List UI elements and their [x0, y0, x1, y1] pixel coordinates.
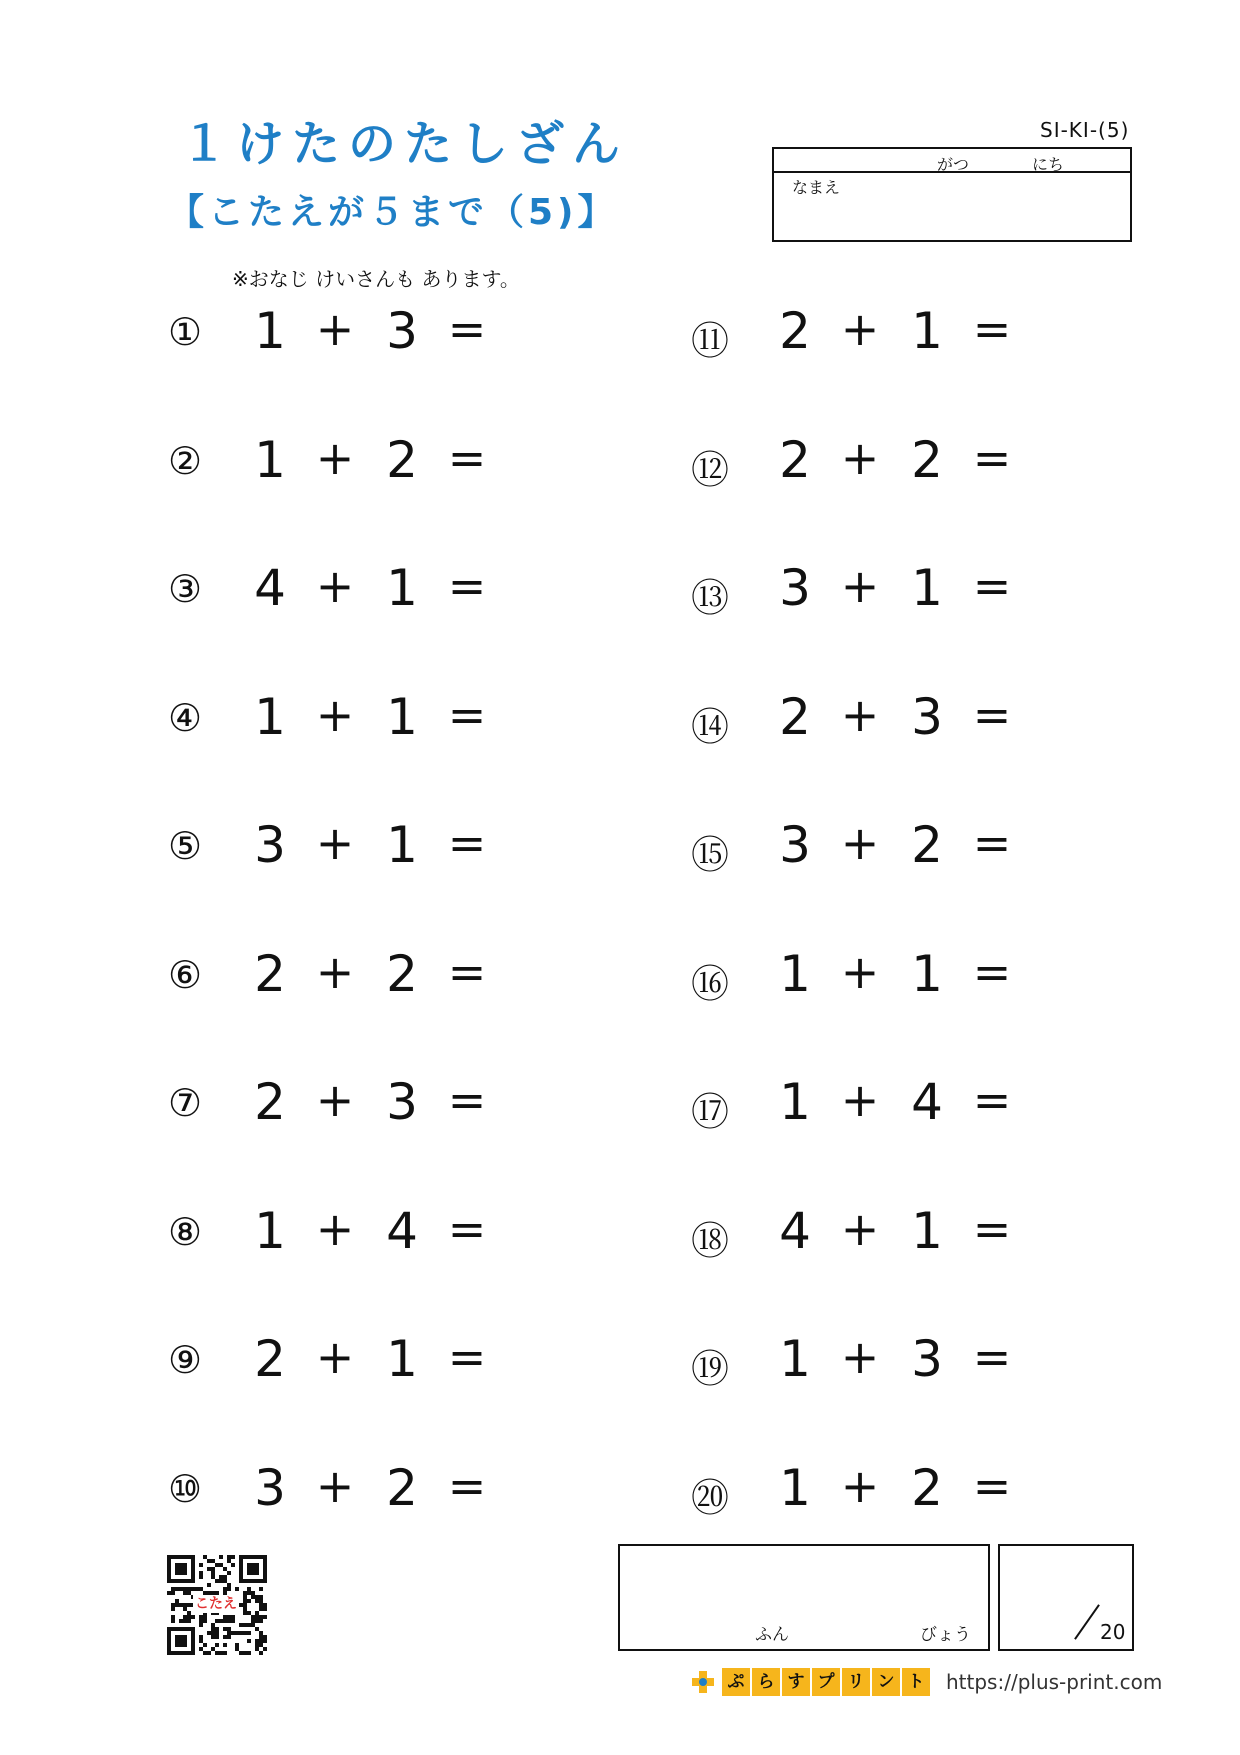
problem-number: ⑰	[690, 1090, 729, 1134]
problem-item	[680, 302, 1120, 372]
second-operand: 1	[911, 1201, 943, 1260]
second-operand: 2	[911, 1458, 943, 1517]
brand-tile: ト	[902, 1668, 930, 1696]
brand-tile: ら	[752, 1668, 780, 1696]
plus-sign: +	[315, 944, 355, 999]
problem-item	[155, 1073, 595, 1143]
equals-sign: =	[447, 1073, 487, 1127]
problem-number: ⑯	[690, 961, 729, 1006]
second-operand: 1	[386, 559, 418, 617]
problem-item	[155, 1459, 595, 1529]
problem-number: ⑧	[167, 1209, 203, 1254]
second-operand: 3	[386, 1073, 418, 1131]
plus-sign: +	[315, 559, 355, 613]
problem-item	[155, 945, 595, 1015]
brand-tile: ン	[872, 1668, 900, 1696]
first-operand: 1	[254, 302, 286, 360]
worksheet-title: １けたのたしざん	[180, 116, 629, 172]
first-operand: 2	[254, 1330, 286, 1388]
name-label: なまえ	[792, 178, 841, 197]
first-operand: 3	[254, 1458, 286, 1517]
minutes-label: ふん	[755, 1625, 789, 1645]
plus-sign: +	[315, 1073, 355, 1127]
second-operand: 2	[911, 430, 943, 489]
plus-sign: +	[840, 430, 880, 485]
first-operand: 1	[779, 944, 811, 1003]
problem-number: ①	[167, 310, 203, 354]
score-slash	[1074, 1604, 1100, 1640]
problem-number: ⑪	[690, 319, 729, 363]
equals-sign: =	[972, 430, 1012, 485]
second-operand: 4	[386, 1201, 418, 1260]
problem-item	[155, 559, 595, 629]
problem-item	[155, 431, 595, 501]
second-operand: 1	[911, 559, 943, 617]
score-total: 20	[1100, 1620, 1126, 1644]
second-operand: 1	[911, 944, 943, 1003]
problem-number: ⑩	[167, 1466, 203, 1511]
brand-tiles	[722, 1668, 930, 1696]
first-operand: 2	[779, 430, 811, 489]
plus-sign: +	[840, 816, 880, 870]
plus-sign: +	[840, 1073, 880, 1127]
second-operand: 1	[386, 1330, 418, 1388]
equals-sign: =	[972, 1201, 1012, 1256]
brand-tile: ぷ	[722, 1668, 750, 1696]
qr-answer-label: こたえ	[195, 1596, 237, 1612]
equals-sign: =	[447, 302, 487, 356]
problem-number: ⑳	[690, 1475, 729, 1520]
problem-number: ⑲	[690, 1347, 729, 1391]
date-row	[774, 149, 1130, 173]
day-label: にち	[1032, 155, 1065, 174]
problem-item	[155, 688, 595, 758]
equals-sign: =	[447, 1330, 487, 1384]
second-operand: 1	[911, 302, 943, 360]
equals-sign: =	[447, 816, 487, 870]
plus-sign: +	[315, 687, 355, 742]
plus-sign: +	[840, 1330, 880, 1384]
brand-url[interactable]: https://plus-print.com	[946, 1670, 1163, 1694]
problem-number: ②	[167, 438, 203, 483]
problem-item	[680, 945, 1120, 1015]
second-operand: 2	[911, 816, 943, 874]
first-operand: 3	[254, 816, 286, 874]
plus-sign: +	[840, 302, 880, 356]
first-operand: 2	[779, 687, 811, 746]
first-operand: 3	[779, 816, 811, 874]
plus-sign: +	[315, 1201, 355, 1256]
problem-number: ⑬	[690, 576, 729, 620]
seconds-label: びょう	[920, 1625, 971, 1645]
first-operand: 1	[779, 1073, 811, 1131]
problem-number: ③	[167, 567, 203, 611]
plus-sign: +	[315, 816, 355, 870]
problem-item	[680, 688, 1120, 758]
problem-item	[680, 1073, 1120, 1143]
equals-sign: =	[972, 302, 1012, 356]
plus-sign: +	[840, 559, 880, 613]
second-operand: 2	[386, 1458, 418, 1517]
second-operand: 1	[386, 816, 418, 874]
second-operand: 1	[386, 687, 418, 746]
equals-sign: =	[447, 559, 487, 613]
problem-item	[680, 816, 1120, 886]
problem-number: ⑮	[690, 833, 729, 877]
equals-sign: =	[972, 944, 1012, 999]
problem-number: ⑨	[167, 1338, 203, 1382]
brand-tile: す	[782, 1668, 810, 1696]
plus-sign: +	[840, 1201, 880, 1256]
equals-sign: =	[972, 816, 1012, 870]
equals-sign: =	[972, 559, 1012, 613]
first-operand: 4	[779, 1201, 811, 1260]
plus-sign: +	[840, 687, 880, 742]
equals-sign: =	[972, 1330, 1012, 1384]
second-operand: 3	[386, 302, 418, 360]
time-box[interactable]	[618, 1544, 990, 1651]
first-operand: 1	[254, 1201, 286, 1260]
worksheet-note: ※おなじ けいさんも あります。	[232, 267, 520, 291]
problem-item	[680, 1459, 1120, 1529]
equals-sign: =	[972, 1073, 1012, 1127]
first-operand: 1	[254, 687, 286, 746]
plus-sign: +	[315, 1330, 355, 1384]
first-operand: 1	[254, 430, 286, 489]
score-box[interactable]	[998, 1544, 1134, 1651]
equals-sign: =	[447, 1201, 487, 1256]
problem-item	[680, 559, 1120, 629]
worksheet-subtitle: 【こたえが５まで（5)】	[168, 192, 618, 233]
equals-sign: =	[447, 687, 487, 742]
problem-number: ⑥	[167, 952, 203, 997]
problem-item	[680, 431, 1120, 501]
problem-item	[680, 1202, 1120, 1272]
plus-sign: +	[315, 302, 355, 356]
second-operand: 2	[386, 430, 418, 489]
plus-sign: +	[840, 944, 880, 999]
second-operand: 2	[386, 944, 418, 1003]
equals-sign: =	[972, 687, 1012, 742]
brand-tile: プ	[812, 1668, 840, 1696]
problem-item	[155, 1202, 595, 1272]
month-label: がつ	[937, 155, 970, 174]
equals-sign: =	[447, 944, 487, 999]
equals-sign: =	[972, 1458, 1012, 1513]
plus-sign: +	[315, 430, 355, 485]
problem-item	[155, 302, 595, 372]
second-operand: 3	[911, 1330, 943, 1388]
first-operand: 2	[779, 302, 811, 360]
first-operand: 2	[254, 944, 286, 1003]
first-operand: 1	[779, 1458, 811, 1517]
first-operand: 3	[779, 559, 811, 617]
equals-sign: =	[447, 1458, 487, 1513]
second-operand: 3	[911, 687, 943, 746]
problem-number: ⑫	[690, 447, 729, 492]
first-operand: 2	[254, 1073, 286, 1131]
problem-item	[155, 816, 595, 886]
brand-footer	[690, 1667, 1162, 1697]
problem-number: ⑤	[167, 824, 203, 868]
brand-tile: リ	[842, 1668, 870, 1696]
name-date-box[interactable]	[772, 147, 1132, 242]
worksheet-code: SI-KI-(5)	[1040, 118, 1130, 142]
plus-print-logo-icon	[690, 1669, 716, 1695]
first-operand: 1	[779, 1330, 811, 1388]
problem-number: ⑭	[690, 704, 729, 749]
problem-number: ⑦	[167, 1081, 203, 1125]
problem-number: ⑱	[690, 1218, 729, 1263]
plus-sign: +	[315, 1458, 355, 1513]
plus-sign: +	[840, 1458, 880, 1513]
first-operand: 4	[254, 559, 286, 617]
problem-item	[680, 1330, 1120, 1400]
equals-sign: =	[447, 430, 487, 485]
problem-item	[155, 1330, 595, 1400]
problem-number: ④	[167, 695, 203, 740]
second-operand: 4	[911, 1073, 943, 1131]
